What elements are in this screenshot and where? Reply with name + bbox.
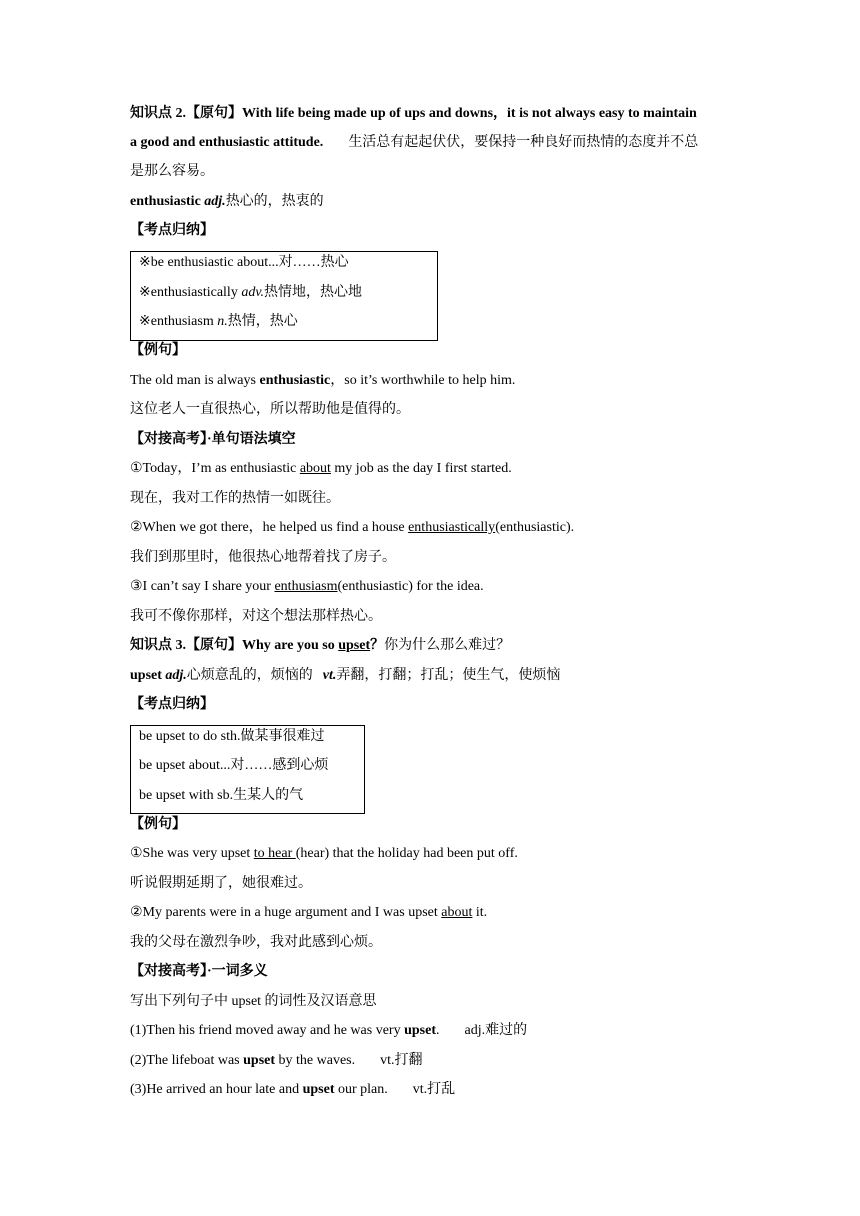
- example-answer: about: [441, 905, 473, 920]
- example-after: ，so it’s worthwhile to help him.: [330, 373, 516, 388]
- exercise-answer: enthusiasm: [274, 579, 338, 594]
- kp2-exercise-1: [130, 459, 512, 479]
- kp2-exercise-heading: [130, 430, 296, 450]
- kp3-pos1: adj.: [165, 668, 187, 683]
- example-before: The old man is always: [130, 373, 260, 388]
- kp3-sentence-key: upset: [338, 638, 371, 653]
- kp2-sentence-line1: With life being made up of ups and downs，it is not always easy to maintain: [242, 106, 697, 121]
- item-before: (2)The lifeboat was: [130, 1053, 244, 1068]
- exercise-heading-label: 【对接高考】: [130, 964, 207, 979]
- kp2-example-translation: 这位老人一直很热心，所以帮助他是值得的。: [130, 402, 410, 417]
- kp3-example-1: [130, 844, 518, 864]
- item-before: (3)He arrived an hour late and: [130, 1082, 303, 1097]
- kp2-heading: [130, 104, 697, 124]
- summary-pos: adv.: [241, 285, 265, 300]
- item-after: .: [435, 1023, 440, 1038]
- summary-meaning: 热情，热心: [227, 314, 298, 329]
- exercise-type: ·一词多义: [207, 964, 268, 979]
- kp3-word-definition: [130, 666, 560, 686]
- kp2-source-tag: 【原句】: [186, 106, 242, 121]
- item-key: upset: [302, 1082, 335, 1097]
- kp3-pos2: vt.: [322, 668, 337, 683]
- example-after: it.: [472, 905, 488, 920]
- kp3-summary-item: be upset to do sth.做某事很难过: [139, 729, 325, 744]
- summary-term: ※enthusiastically: [139, 285, 238, 300]
- summary-meaning: 对……热心: [278, 255, 349, 270]
- summary-pos: n.: [217, 314, 228, 329]
- kp2-sentence-line2: a good and enthusiastic attitude.: [130, 135, 324, 150]
- kp3-item-2: [130, 1051, 423, 1071]
- item-answer: vt.打翻: [380, 1053, 423, 1068]
- kp2-meaning: 热心的，热衷的: [225, 194, 324, 209]
- kp2-label: 知识点 2.: [130, 106, 186, 121]
- kp2-word: enthusiastic: [130, 194, 201, 209]
- kp2-summary-item: [139, 253, 349, 273]
- kp2-sentence-continuation: [130, 133, 698, 153]
- kp3-exercise-heading: [130, 962, 268, 982]
- kp2-exercise-1-translation: 现在，我对工作的热情一如既往。: [130, 491, 340, 506]
- item-before: (1)Then his friend moved away and he was very: [130, 1023, 405, 1038]
- item-after: by the waves.: [275, 1053, 356, 1068]
- kp3-meaning1: 心烦意乱的，烦恼的: [186, 668, 313, 683]
- kp2-summary-box: [130, 251, 438, 341]
- kp3-sentence-after: ？: [370, 638, 385, 653]
- kp3-summary-heading: 【考点归纳】: [130, 697, 214, 712]
- example-answer: to hear: [253, 846, 296, 861]
- kp2-exercise-3-translation: 我可不像你那样，对这个想法那样热心。: [130, 609, 382, 624]
- exercise-type: ·单句语法填空: [207, 432, 296, 447]
- kp3-label: 知识点 3.: [130, 638, 186, 653]
- kp3-source-tag: 【原句】: [186, 638, 242, 653]
- kp3-item-1: [130, 1021, 527, 1041]
- kp3-meaning2: 弄翻，打翻；打乱；使生气，使烦恼: [336, 668, 561, 683]
- kp3-example-2-translation: 我的父母在激烈争吵，我对此感到心烦。: [130, 935, 382, 950]
- exercise-after: (enthusiastic) for the idea.: [337, 579, 484, 594]
- kp2-translation-line1: 生活总有起起伏伏，要保持一种良好而热情的态度并不总: [348, 135, 699, 150]
- kp2-summary-heading: 【考点归纳】: [130, 223, 214, 238]
- exercise-after: my job as the day I first started.: [330, 461, 512, 476]
- kp2-translation-continuation: [130, 162, 214, 182]
- item-answer: adj.难过的: [464, 1023, 528, 1038]
- item-answer: vt.打乱: [412, 1082, 456, 1097]
- summary-term: ※be enthusiastic about...: [139, 255, 279, 270]
- kp3-sentence-before: Why are you so: [242, 638, 339, 653]
- item-after: our plan.: [334, 1082, 388, 1097]
- kp2-word-definition: [130, 192, 324, 212]
- kp3-summary-box: [130, 725, 365, 814]
- exercise-after: (enthusiastic).: [495, 520, 575, 535]
- exercise-heading-label: 【对接高考】: [130, 432, 207, 447]
- exercise-before: ③I can’t say I share your: [130, 579, 275, 594]
- kp3-heading: [130, 636, 510, 656]
- kp2-example-heading: 【例句】: [130, 343, 186, 358]
- kp3-translation: 你为什么那么难过？: [384, 638, 511, 653]
- kp3-word: upset: [130, 668, 162, 683]
- kp2-exercise-2: [130, 518, 574, 538]
- kp2-exercise-2-translation: 我们到那里时，他很热心地帮着找了房子。: [130, 550, 396, 565]
- kp2-summary-item: [139, 312, 298, 332]
- item-key: upset: [243, 1053, 276, 1068]
- kp3-summary-item: be upset about...对……感到心烦: [139, 758, 329, 773]
- example-after: (hear) that the holiday had been put off.: [295, 846, 518, 861]
- kp3-item-3: [130, 1080, 455, 1100]
- example-before: ②My parents were in a huge argument and I was upset: [130, 905, 442, 920]
- kp2-summary-item: [139, 283, 362, 303]
- kp2-exercise-3: [130, 577, 484, 597]
- kp2-example-sentence: [130, 371, 515, 391]
- kp3-example-2: [130, 903, 487, 923]
- item-key: upset: [404, 1023, 436, 1038]
- kp2-translation-line2: 是那么容易。: [130, 164, 214, 179]
- kp3-instruction: 写出下列句子中 upset 的词性及汉语意思: [130, 994, 377, 1009]
- kp3-summary-item: be upset with sb.生某人的气: [139, 788, 304, 803]
- exercise-answer: about: [299, 461, 331, 476]
- summary-term: ※enthusiasm: [139, 314, 214, 329]
- exercise-before: ②When we got there，he helped us find a house: [130, 520, 409, 535]
- kp2-pos: adj.: [204, 194, 226, 209]
- summary-meaning: 热情地，热心地: [264, 285, 363, 300]
- kp3-example-1-translation: 听说假期延期了，她很难过。: [130, 876, 312, 891]
- example-key: enthusiastic: [259, 373, 331, 388]
- example-before: ①She was very upset: [130, 846, 254, 861]
- exercise-answer: enthusiastically: [408, 520, 496, 535]
- kp3-example-heading: 【例句】: [130, 817, 186, 832]
- exercise-before: ①Today，I’m as enthusiastic: [130, 461, 300, 476]
